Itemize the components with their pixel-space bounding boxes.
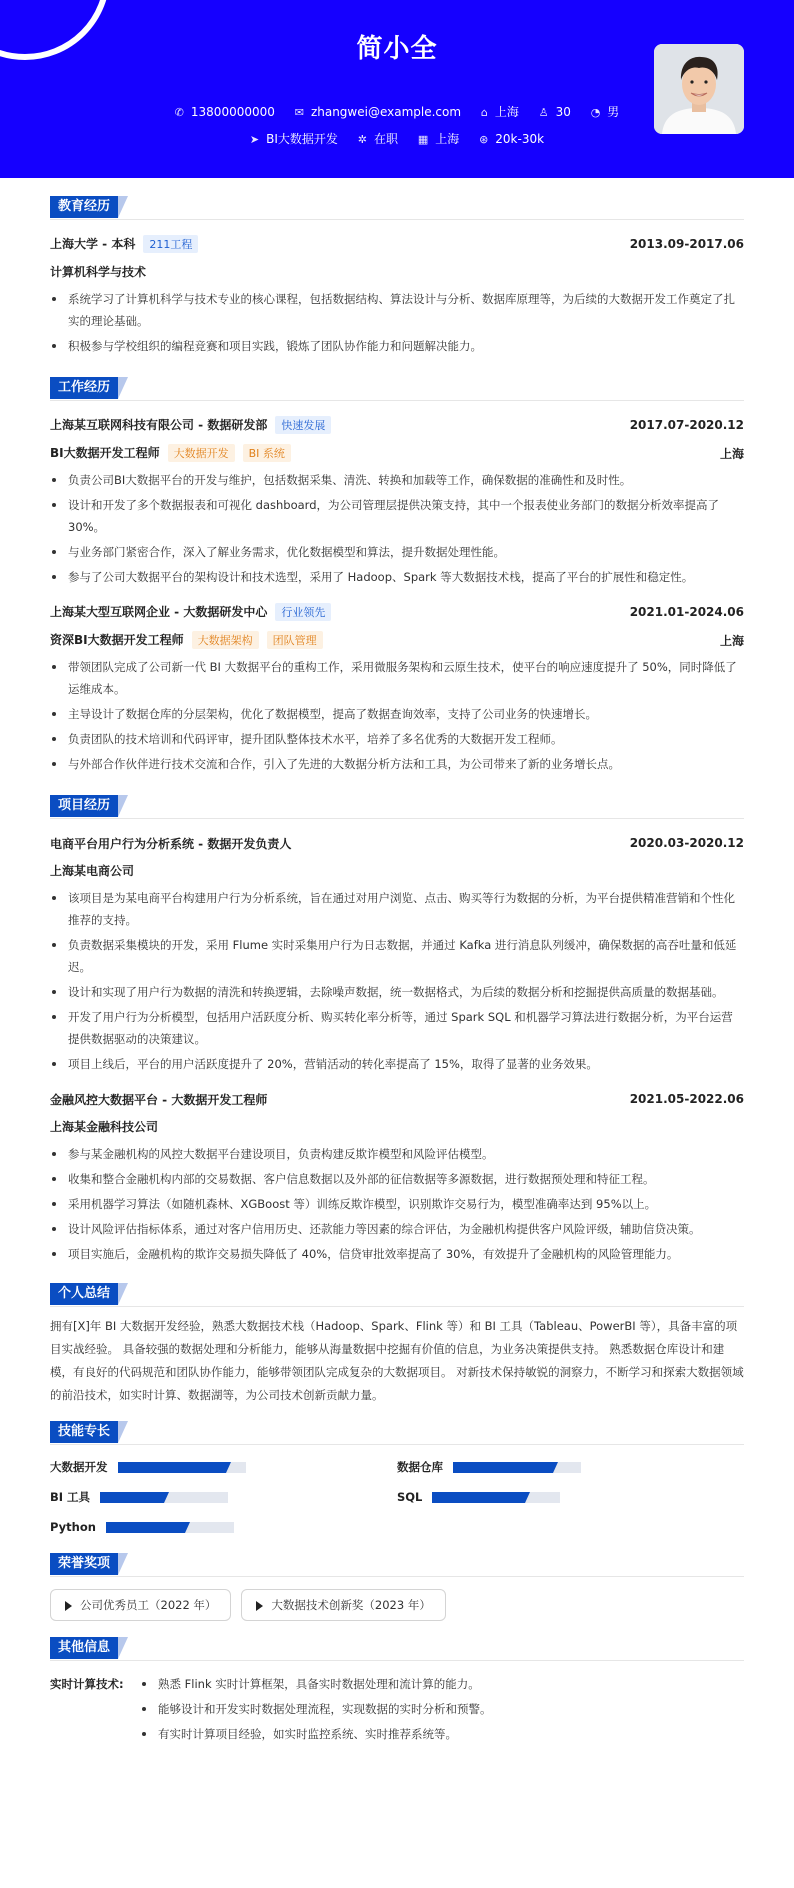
skills-grid	[50, 1459, 744, 1535]
skill-bar-fill	[453, 1462, 553, 1473]
work-row	[50, 602, 744, 622]
company-tag: 快速发展	[275, 416, 331, 434]
education-major: 计算机科学与技术	[50, 265, 147, 279]
job-status-text: 在职	[373, 132, 398, 146]
list-item: 与外部合作伙伴进行技术交流和合作，引入了先进的大数据分析方法和工具，为公司带来了新的业务增长点。	[50, 753, 744, 775]
list-item: 积极参与学校组织的编程竞赛和项目实践，锻炼了团队协作能力和问题解决能力。	[50, 335, 744, 357]
skill-bar-fill	[100, 1492, 164, 1503]
project-company: 上海某电商公司	[50, 864, 135, 878]
candidate-name: 简小全	[356, 34, 438, 64]
list-item: 负责团队的技术培训和代码评审，提升团队整体技术水平，培养了多名优秀的大数据开发工程师。	[50, 728, 744, 750]
skill-bar-fill	[118, 1462, 227, 1473]
skill-name: 大数据开发	[50, 1460, 108, 1474]
honor-item	[241, 1589, 445, 1621]
list-item: 主导设计了数据仓库的分层架构，优化了数据模型，提高了数据查询效率，支持了公司业务的快速增长。	[50, 703, 744, 725]
resume-header	[0, 0, 794, 178]
work-entry	[50, 602, 744, 775]
projects-header	[50, 795, 744, 819]
work-date: 2021.01-2024.06	[629, 605, 744, 619]
contact-gender	[591, 103, 620, 120]
work-title-row	[50, 630, 744, 650]
project-entry	[50, 833, 744, 1075]
contact-age	[539, 105, 571, 119]
contact-email	[295, 105, 461, 119]
list-item: 有实时计算项目经验，如实时监控系统、实时推荐系统等。	[140, 1723, 744, 1745]
work-company: 上海某互联网科技有限公司 - 数据研发部	[50, 418, 268, 432]
work-title-row	[50, 443, 744, 463]
company-tag: 行业领先	[275, 603, 331, 621]
list-item: 收集和整合金融机构内部的交易数据、客户信息数据以及外部的征信数据等多源数据，进行数据预处理和特征工程。	[50, 1168, 744, 1190]
project-row	[50, 833, 744, 853]
education-bullets	[50, 288, 744, 357]
skill-name: 数据仓库	[397, 1460, 443, 1474]
education-title: 教育经历	[50, 196, 118, 218]
project-bullets	[50, 1143, 744, 1265]
skill-bar	[106, 1522, 234, 1533]
avatar	[654, 44, 744, 134]
age-text: 30	[555, 105, 571, 119]
project-date: 2021.05-2022.06	[629, 1092, 744, 1106]
skill-tag: 大数据开发	[168, 444, 235, 462]
job-title	[250, 130, 338, 147]
job-city	[418, 130, 459, 147]
project-company: 上海某金融科技公司	[50, 1120, 159, 1134]
list-item: 带领团队完成了公司新一代 BI 大数据平台的重构工作，采用微服务架构和云原生技术，使平台的响应速度提升了 50%，同时降低了运维成本。	[50, 656, 744, 700]
list-item: 项目上线后，平台的用户活跃度提升了 20%，营销活动的转化率提高了 15%，取得了显著的业务效果。	[50, 1053, 744, 1075]
skill-name: BI 工具	[50, 1490, 91, 1504]
list-item: 该项目是为某电商平台构建用户行为分析系统，旨在通过对用户浏览、点击、购买等行为数据的分析，为平台提供精准营销和个性化推荐的支持。	[50, 887, 744, 931]
project-bullets	[50, 887, 744, 1075]
skills-section	[50, 1421, 744, 1535]
project-date: 2020.03-2020.12	[629, 836, 744, 850]
list-item: 设计风险评估指标体系，通过对客户信用历史、还款能力等因素的综合评估，为金融机构提供客户风险评级，辅助信贷决策。	[50, 1218, 744, 1240]
work-company-block	[50, 416, 331, 434]
honor-item	[50, 1589, 231, 1621]
list-item: 参与某金融机构的风控大数据平台建设项目，负责构建反欺诈模型和风险评估模型。	[50, 1143, 744, 1165]
summary-text: 拥有[X]年 BI 大数据开发经验，熟悉大数据技术栈（Hadoop、Spark、Flink 等）和 BI 工具（Tableau、PowerBI 等），具备丰富的项目实战经验。 具备较强的数据处理和分析能力，能够从海量数据中挖掘有价值的信息，为业务决策提供支持。 熟悉数据仓库设计和建模，有良好的代码规范和团队协作能力，能够带领团队完成复杂的大数据项目。 对新技术保持敏锐的洞察力，不断学习和探索大数据领域的前沿技术，如实时计算、数据湖等，为公司技术创新贡献力量。	[50, 1319, 744, 1402]
skill-item	[397, 1459, 744, 1475]
other-label: 实时计算技术:	[50, 1677, 124, 1691]
email-text: zhangwei@example.com	[310, 105, 462, 119]
work-title: 工作经历	[50, 377, 118, 399]
honor-text: 大数据技术创新奖（2023 年）	[271, 1598, 431, 1612]
skill-item	[50, 1519, 397, 1535]
school-block	[50, 235, 198, 253]
list-item: 系统学习了计算机科学与技术专业的核心课程，包括数据结构、算法设计与分析、数据库原理等，为后续的大数据开发工作奠定了扎实的理论基础。	[50, 288, 744, 332]
list-item: 设计和开发了多个数据报表和可视化 dashboard，为公司管理层提供决策支持，其中一个报表使业务部门的数据分析效率提高了 30%。	[50, 494, 744, 538]
work-header	[50, 377, 744, 401]
skill-bar-fill	[432, 1492, 524, 1503]
job-status	[358, 130, 398, 147]
contact-city	[481, 103, 519, 120]
skill-item	[50, 1459, 397, 1475]
send-icon: ➤	[249, 133, 260, 146]
list-item: 负责数据采集模块的开发，采用 Flume 实时采集用户行为日志数据，并通过 Kafka 进行消息队列缓冲，确保数据的高吞吐量和低延迟。	[50, 934, 744, 978]
list-item: 能够设计和开发实时数据处理流程，实现数据的实时分析和预警。	[140, 1698, 744, 1720]
skill-name: SQL	[397, 1490, 423, 1504]
play-icon	[65, 1601, 72, 1611]
project-row	[50, 1089, 744, 1109]
job-salary-text: 20k-30k	[495, 132, 545, 146]
resume-body	[0, 196, 794, 1748]
other-content	[50, 1673, 744, 1748]
avatar-portrait	[654, 44, 744, 134]
skill-bar	[453, 1462, 581, 1473]
work-company-block	[50, 603, 331, 621]
list-item: 参与了公司大数据平台的架构设计和技术选型，采用了 Hadoop、Spark 等大数据技术栈，提高了平台的扩展性和稳定性。	[50, 566, 744, 588]
city-icon: ▦	[417, 133, 429, 146]
list-item: 项目实施后，金融机构的欺诈交易损失降低了 40%，信贷审批效率提高了 30%，有效提升了金融机构的风险管理能力。	[50, 1243, 744, 1265]
mail-icon: ✉	[294, 106, 304, 119]
skill-tag: 团队管理	[267, 631, 323, 649]
list-item: 与业务部门紧密合作，深入了解业务需求，优化数据模型和算法，提升数据处理性能。	[50, 541, 744, 563]
phone-icon: ✆	[174, 106, 184, 119]
other-section	[50, 1637, 744, 1748]
work-city: 上海	[719, 446, 744, 461]
skills-title: 技能专长	[50, 1421, 118, 1443]
play-icon	[256, 1601, 263, 1611]
other-title: 其他信息	[50, 1637, 118, 1659]
projects-title: 项目经历	[50, 795, 118, 817]
city-text: 上海	[494, 105, 519, 119]
work-section	[50, 377, 744, 775]
project-name: 金融风控大数据平台 - 大数据开发工程师	[50, 1092, 268, 1107]
gender-icon: ◔	[590, 106, 601, 119]
skill-name: Python	[50, 1520, 96, 1534]
age-icon: ♙	[538, 106, 549, 119]
education-date: 2013.09-2017.06	[629, 237, 744, 251]
skill-bar	[100, 1492, 228, 1503]
summary-title: 个人总结	[50, 1283, 118, 1305]
honors-section	[50, 1553, 744, 1621]
gender-text: 男	[607, 105, 620, 119]
education-header	[50, 196, 744, 220]
education-entry	[50, 234, 744, 357]
job-title-text: BI大数据开发	[266, 132, 338, 146]
summary-header	[50, 1283, 744, 1307]
work-city: 上海	[719, 633, 744, 648]
list-item: 熟悉 Flink 实时计算框架，具备实时数据处理和流计算的能力。	[140, 1673, 744, 1695]
summary-section	[50, 1283, 744, 1407]
work-title-block	[50, 444, 291, 462]
project-name: 电商平台用户行为分析系统 - 数据开发负责人	[50, 836, 292, 851]
work-date: 2017.07-2020.12	[629, 418, 744, 432]
job-position: BI大数据开发工程师	[50, 446, 160, 460]
work-title-block	[50, 631, 323, 649]
phone-text: 13800000000	[190, 105, 275, 119]
work-bullets	[50, 469, 744, 588]
work-company: 上海某大型互联网企业 - 大数据研发中心	[50, 605, 268, 619]
skill-tag: 大数据架构	[192, 631, 259, 649]
list-item: 负责公司BI大数据平台的开发与维护，包括数据采集、清洗、转换和加载等工作，确保数据的准确性和及时性。	[50, 469, 744, 491]
work-entry	[50, 415, 744, 588]
other-header	[50, 1637, 744, 1661]
status-icon: ✲	[357, 133, 367, 146]
list-item: 设计和实现了用户行为数据的清洗和转换逻辑，去除噪声数据，统一数据格式，为后续的数据分析和挖掘提供高质量的数据基础。	[50, 981, 744, 1003]
project-entry	[50, 1089, 744, 1265]
list-item: 采用机器学习算法（如随机森林、XGBoost 等）训练反欺诈模型，识别欺诈交易行为，模型准确率达到 95%以上。	[50, 1193, 744, 1215]
home-icon: ⌂	[480, 106, 488, 119]
school-tag: 211工程	[143, 235, 198, 253]
job-position: 资深BI大数据开发工程师	[50, 633, 184, 647]
job-salary	[479, 132, 544, 146]
skill-item	[397, 1489, 744, 1505]
contact-phone	[175, 105, 275, 119]
education-row	[50, 234, 744, 254]
job-city-text: 上海	[435, 132, 460, 146]
honors-title: 荣誉奖项	[50, 1553, 118, 1575]
list-item: 开发了用户行为分析模型，包括用户活跃度分析、购买转化率分析等，通过 Spark SQL 和机器学习算法进行数据分析，为平台运营提供数据驱动的决策建议。	[50, 1006, 744, 1050]
honors-list	[50, 1589, 744, 1621]
honors-header	[50, 1553, 744, 1577]
honor-text: 公司优秀员工（2022 年）	[80, 1598, 217, 1612]
skill-bar	[432, 1492, 560, 1503]
salary-icon: ⊛	[479, 133, 489, 146]
school-name: 上海大学 - 本科	[50, 237, 136, 251]
work-bullets	[50, 656, 744, 775]
skill-tag: BI 系统	[243, 444, 291, 462]
skill-item	[50, 1489, 397, 1505]
skill-bar	[118, 1462, 246, 1473]
education-section	[50, 196, 744, 357]
skills-header	[50, 1421, 744, 1445]
projects-section	[50, 795, 744, 1265]
skill-bar-fill	[106, 1522, 185, 1533]
other-bullets	[140, 1673, 744, 1748]
work-row	[50, 415, 744, 435]
